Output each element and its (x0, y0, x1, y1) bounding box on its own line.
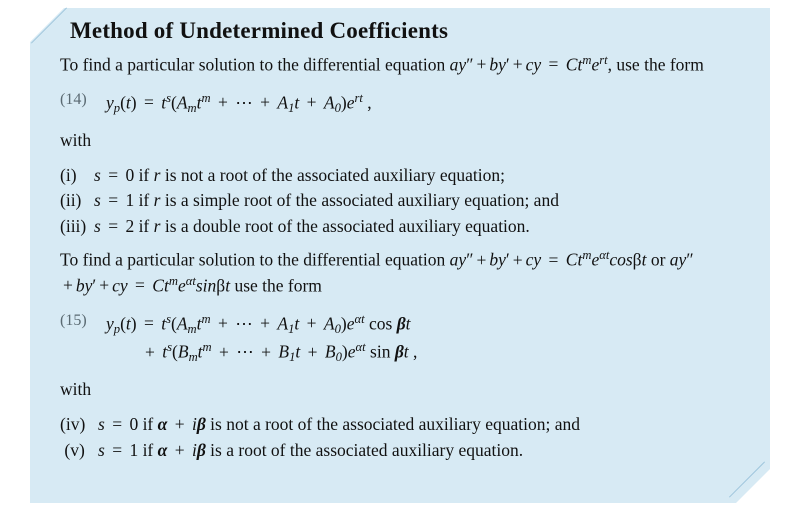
list-item: (v) s = 1 if α + iβ is a root of the associated auxiliary equation. (60, 439, 524, 460)
with-label-1: with (60, 129, 92, 150)
paragraph-intro-2: To find a particular solution to the differential equation ay″ + by′ + cy = $Ct^me^{\alpha t}\cos\beta t$ or ay″+ by′ + cy = $Ct^me^{\alpha t}\sin\beta t$ use the form (60, 248, 694, 295)
paragraph-intro-1: To find a particular solution to the differential equation ay″ + by′ + cy = $Ct^me^{rt}$, use the form (60, 53, 704, 75)
equation-15-line-2: + $t^s(B_mt^m$ + ⋯ + $B_1t + B_0)e^{\alpha t}$ sin βt , (145, 340, 418, 365)
list-item: (iv) s = 0 if α + iβ is not a root of the associated auxiliary equation; and (60, 414, 580, 435)
equation-15-number: (15) (60, 311, 87, 329)
equation-14 (60, 89, 750, 118)
equation-14-number: (14) (60, 91, 87, 109)
equation-15-line-1: $y_p(t) = t^s(A_mt^m$ + ⋯ + $A_1t + A_0)e^{\alpha t}$ cos βt (106, 311, 411, 336)
equation-14-line-1: $y_p(t) = t^s(A_mt^m$ + ⋯ + $A_1t + A_0)e^{rt}$ , (106, 91, 372, 115)
list-item: (i) s = 0 if r is not a root of the associated auxiliary equation; (60, 164, 506, 185)
list-item: (ii) s = 1 if r is a simple root of the associated auxiliary equation; and (60, 190, 559, 211)
conditions-list-2 (60, 412, 750, 463)
with-label-2: with (60, 379, 92, 400)
equation-15 (60, 310, 750, 367)
page-title: Method of Undetermined Coefficients (70, 18, 449, 43)
list-item: (iii) s = 2 if r is a double root of the associated auxiliary equation. (60, 215, 530, 236)
document-content (60, 18, 750, 463)
conditions-list-1 (60, 163, 750, 240)
